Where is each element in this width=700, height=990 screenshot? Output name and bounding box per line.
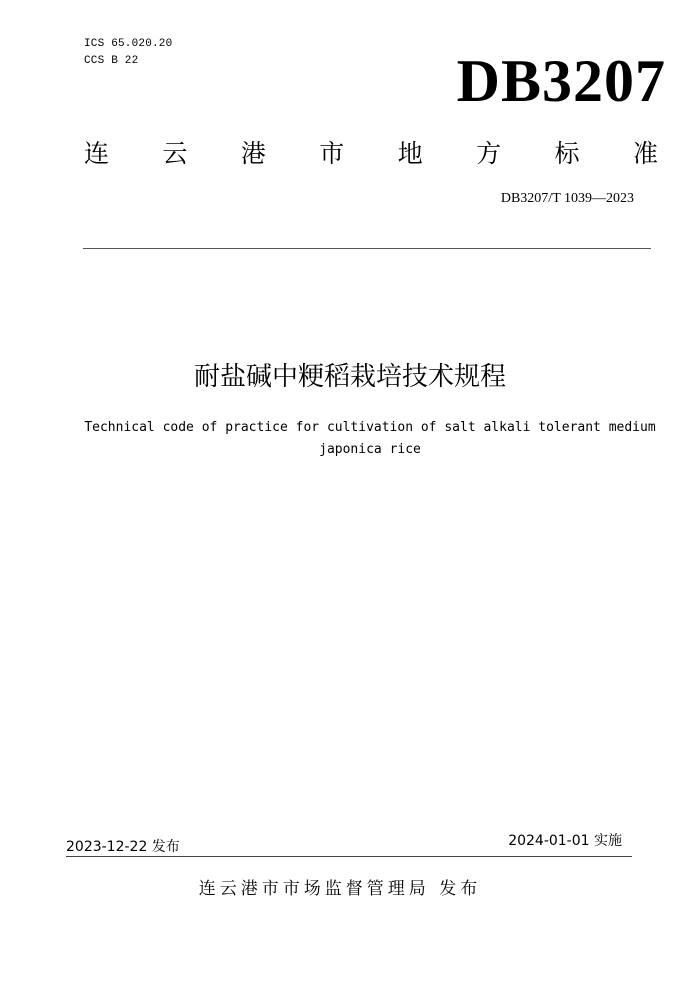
header-divider	[83, 248, 651, 249]
ccs-code: CCS B 22	[84, 55, 139, 67]
standard-type-char: 准	[632, 139, 658, 168]
standard-code-heading: DB3207	[456, 48, 666, 114]
footer-divider	[66, 856, 632, 857]
standard-type-char: 标	[554, 139, 580, 168]
standard-type-char: 市	[319, 139, 345, 168]
english-title-line: japonica rice	[319, 442, 421, 457]
ics-code: ICS 65.020.20	[84, 38, 173, 50]
standard-type-char: 云	[162, 139, 188, 168]
standard-type-char: 港	[240, 139, 266, 168]
english-title-line: Technical code of practice for cultivation of salt alkali tolerant medium	[84, 420, 656, 435]
issue-date: 2023-12-22 发布	[66, 839, 180, 855]
standard-type-char: 地	[397, 139, 423, 168]
implementation-date: 2024-01-01 实施	[508, 833, 622, 849]
standard-type-char: 方	[476, 139, 502, 168]
standard-type-char: 连	[84, 139, 110, 168]
standard-number: DB3207/T 1039—2023	[500, 191, 634, 206]
classification-codes	[84, 36, 172, 70]
standard-type-title	[84, 136, 658, 172]
document-title: 耐盐碱中粳稻栽培技术规程	[193, 362, 506, 392]
document-title-english	[60, 417, 680, 461]
publisher: 连云港市市场监督管理局 发布	[198, 879, 482, 899]
